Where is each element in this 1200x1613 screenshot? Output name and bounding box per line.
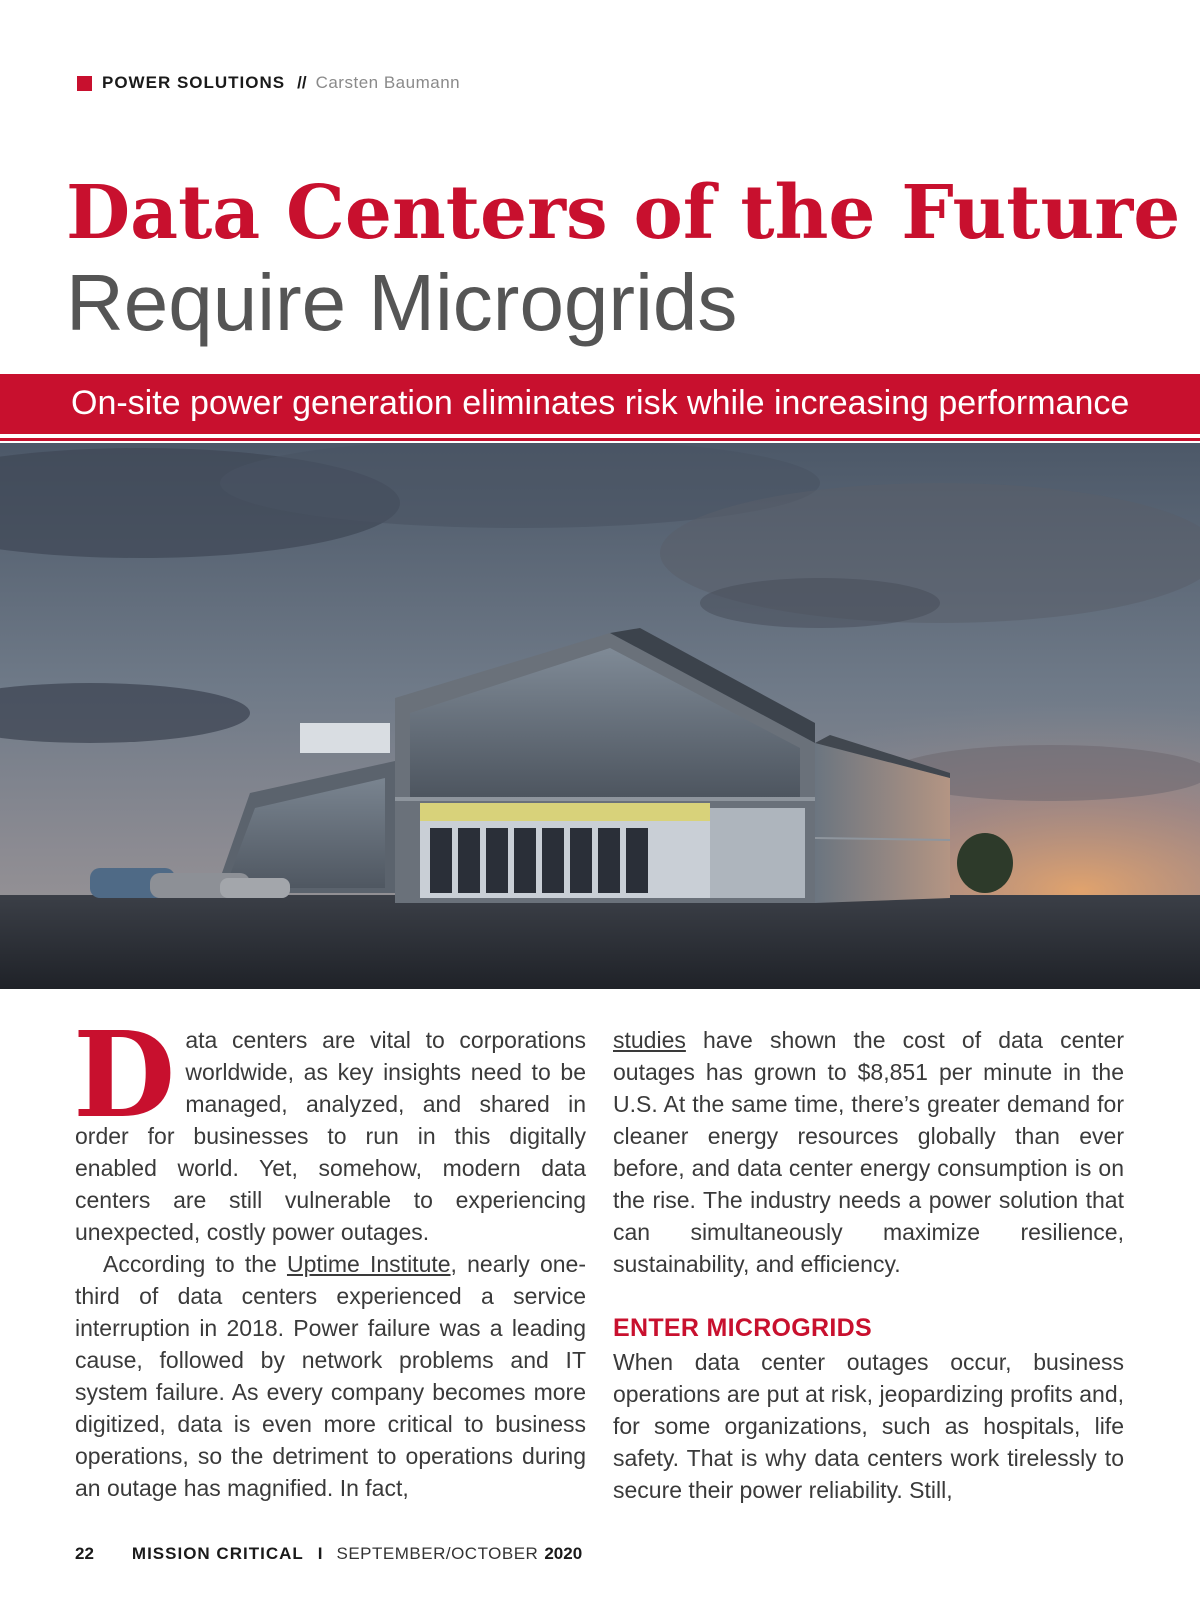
deck-text: On-site power generation eliminates risk while increasing performance	[71, 384, 1130, 422]
author-byline: Carsten Baumann	[315, 73, 461, 92]
drop-cap: D	[73, 1005, 176, 1144]
section-marker	[77, 76, 92, 91]
hero-image	[0, 443, 1200, 989]
deck-underline	[0, 438, 1200, 441]
paragraph-2-text: , nearly one-third of data centers experienced a service interruption in 2018. Power failure was a leading cause, followed by network problems and IT system failure. As every company becomes more digitized, data is even more critical to business operations, so the detriment to operations during an outage has magnified. In fact,	[75, 1251, 586, 1501]
data-center-building-photo	[0, 443, 1200, 989]
paragraph-4: When data center outages occur, business operations are put at risk, jeopardizing profits and, for some organizations, such as hospitals, life safety. That is why data centers work tirelessly to secure their power reliability. Still,	[613, 1349, 1124, 1503]
article-headline	[66, 168, 1200, 350]
magazine-name: MISSION CRITICAL	[131, 1544, 304, 1563]
body-column-1	[73, 1005, 586, 1504]
kicker-separator: //	[297, 73, 307, 92]
page-number: 22	[75, 1544, 94, 1563]
page-footer	[75, 1541, 582, 1567]
paragraph-2-lead: According to the	[103, 1251, 287, 1277]
section-kicker	[77, 71, 460, 95]
uptime-institute-link[interactable]: Uptime Institute	[286, 1251, 451, 1277]
section-subhead: ENTER MICROGRIDS	[613, 1314, 872, 1342]
issue-date: SEPTEMBER/OCTOBER	[336, 1544, 539, 1563]
paragraph-1-text: ata centers are vital to corporations worldwide, as key insights need to be managed, analyzed, and shared in order for businesses to run in this digitally enabled world. Yet, somehow, modern data centers are still vulnerable to experiencing unexpected, costly power outages.	[75, 1027, 586, 1245]
body-column-2	[613, 1024, 1124, 1506]
paragraph-3-text: have shown the cost of data center outages has grown to $8,851 per minute in the U.S. At the same time, there’s greater demand for cleaner energy resources globally than ever before, and data center energy consumption is on the rise. The industry needs a power solution that can simultaneously maximize resilience, sustainability, and efficiency.	[613, 1027, 1124, 1277]
studies-link[interactable]: studies	[613, 1027, 686, 1053]
deck-banner	[0, 374, 1200, 434]
headline-bold: Data Centers of the Future	[66, 170, 1181, 256]
issue-year: 2020	[544, 1544, 583, 1563]
footer-separator: I	[317, 1544, 323, 1563]
paragraph-2	[75, 1248, 586, 1504]
section-label: POWER SOLUTIONS	[102, 73, 286, 92]
paragraph-1	[73, 1005, 586, 1248]
paragraph-3	[613, 1024, 1124, 1280]
headline-rest: Require Microgrids	[66, 258, 738, 347]
